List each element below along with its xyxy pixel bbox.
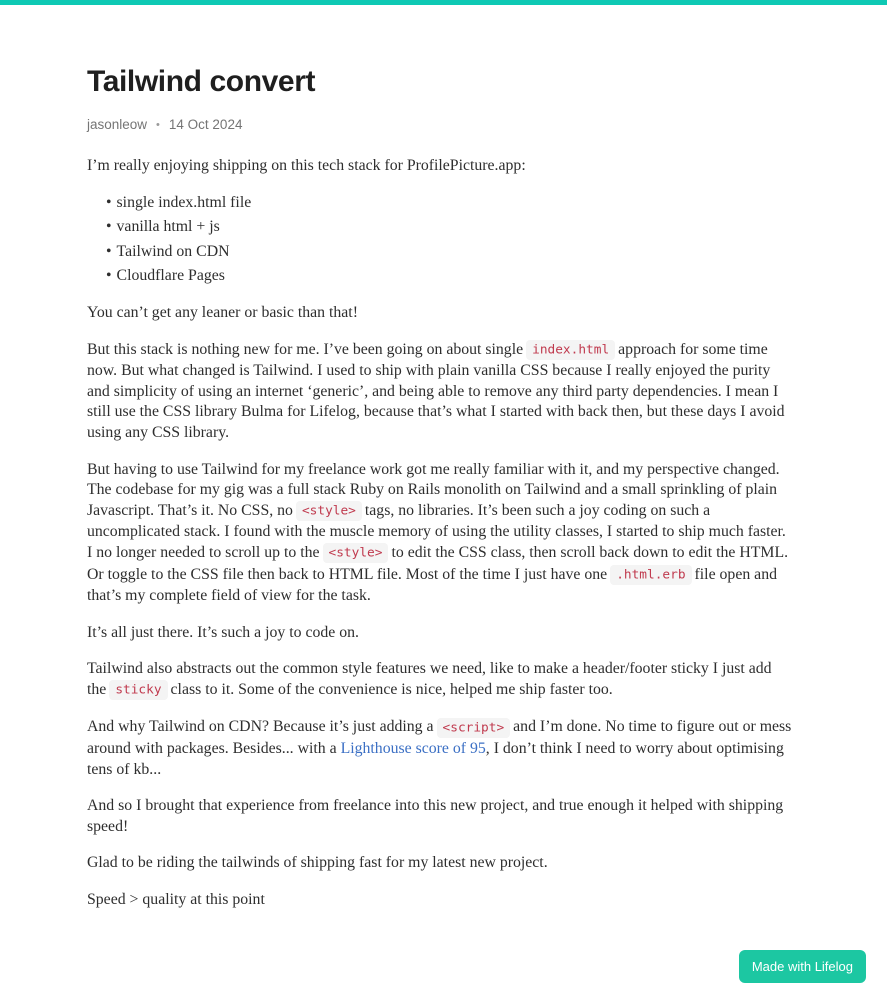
inline-code: <script> [437, 718, 511, 738]
list-item: • Cloudflare Pages [106, 266, 793, 287]
paragraph: But this stack is nothing new for me. I’ve been going on about single index.html approach for some time now. But what changed is Tailwind. I used to ship with plain vanilla CSS because I really enjoyed the purity and simplicity of using an internet ‘generic’, and being able to remove any third party dependencies. I mean I still use the CSS library Bulma for Lifelog, because that’s what I started with back then, but these days I avoid using any CSS library. [87, 340, 785, 441]
paragraph: And why Tailwind on CDN? Because it’s just adding a <script> and I’m done. No time to figure out or mess around with packages. Besides... with a Lighthouse score of 95, I don’t think I need to worry about optimising tens of kb... [87, 718, 792, 778]
paragraph: And so I brought that experience from freelance into this new project, and true enough it helped with shipping speed! [87, 797, 784, 835]
paragraph: Glad to be riding the tailwinds of shipping fast for my latest new project. [87, 854, 548, 872]
list-item: • vanilla html + js [106, 217, 793, 238]
paragraph: Tailwind also abstracts out the common style features we need, like to make a header/footer sticky I just add the sticky class to it. Some of the convenience is nice, helped me ship faster too. [87, 659, 793, 701]
paragraph: You can’t get any leaner or basic than that! [87, 303, 358, 321]
top-accent-bar [0, 0, 887, 5]
list-item: • Tailwind on CDN [106, 242, 793, 263]
post-page [87, 65, 793, 911]
inline-code: index.html [526, 340, 615, 360]
list-item: • single index.html file [106, 193, 793, 214]
inline-code: sticky [109, 680, 167, 700]
inline-code: <style> [296, 501, 362, 521]
paragraph: It’s all just there. It’s such a joy to code on. [87, 623, 360, 641]
author-link[interactable]: jasonleow [87, 117, 148, 132]
paragraph: But having to use Tailwind for my freelance work got me really familiar with it, and my perspective changed. The codebase for my gig was a full stack Ruby on Rails monolith on Tailwind and a small sprinkling of plain Javascript. That’s it. No CSS, no <style> tags, no libraries. It’s been such a joy coding on such a uncomplicated stack. I found with the muscle memory of using the utility classes, I started to ship much faster. I no longer needed to scroll up to the <style> to edit the CSS class, then scroll back down to edit the HTML. Or toggle to the CSS file then back to HTML file. Most of the time I just have one .html.erb file open and that’s my complete field of view for the task. [87, 460, 789, 605]
post-date: 14 Oct 2024 [168, 117, 243, 132]
paragraph: I’m really enjoying shipping on this tech stack for ProfilePicture.app: [87, 157, 526, 174]
post-title: Tailwind convert [87, 65, 316, 98]
made-with-lifelog-button[interactable]: Made with Lifelog [739, 950, 866, 983]
lighthouse-score-link[interactable]: Lighthouse score of 95 [340, 740, 486, 758]
post-meta [87, 117, 793, 132]
inline-code: <style> [323, 543, 389, 563]
paragraph: Speed > quality at this point [87, 891, 265, 909]
bullet-list [87, 193, 793, 287]
meta-separator: • [156, 118, 160, 131]
article-body [87, 156, 793, 911]
inline-code: .html.erb [610, 565, 691, 585]
